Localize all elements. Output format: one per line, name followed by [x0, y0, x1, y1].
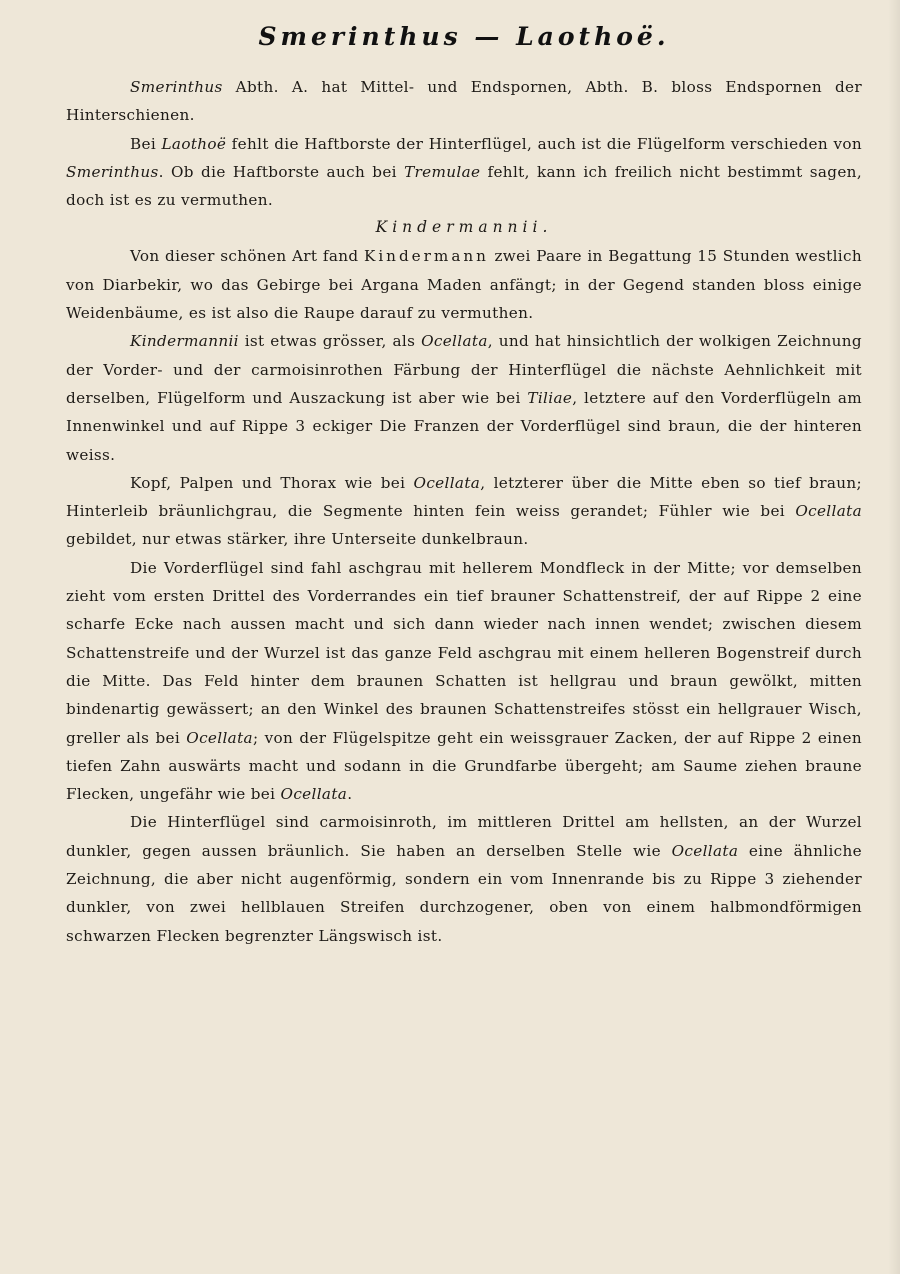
genus-name: Smerinthus — [66, 162, 159, 181]
species-name: Ocellata — [671, 841, 739, 860]
paragraph-text: zwei Paare in Begattung 15 Stunden westlich von Diarbekir, wo das Gebirge bei Argana Maden anfängt; in der Gegend standen bloss einige Weidenbäume, es ist also die Raupe darauf zu vermuthen. — [66, 247, 862, 323]
species-name: Ocellata — [413, 473, 481, 492]
genus-name: Smerinthus — [130, 78, 223, 96]
paragraph-text: , letztere auf den Vorderflügeln am Innenwinkel und auf Rippe 3 eckiger Die Franzen der Vorderflügel sind braun, die der hinteren weiss. — [66, 388, 862, 464]
paragraph-laothoe — [66, 130, 862, 215]
genus-name: Laothoë — [161, 134, 227, 153]
paragraph-text: gebildet, nur etwas stärker, ihre Unterseite dunkelbraun. — [66, 530, 529, 549]
paragraph-forewings — [66, 554, 862, 809]
paragraph-text: fehlt, kann ich freilich nicht bestimmt sagen, doch ist es zu vermuthen. — [66, 162, 862, 210]
genus-name: Tremulae — [404, 162, 481, 181]
paragraph-discovery — [66, 242, 862, 327]
paragraph-text: ; von der Flügelspitze geht ein weissgrauer Zacken, der auf Rippe 2 einen tiefen Zahn auswärts macht und sodann in die Grundfarbe übergeht; am Saume ziehen braune Flecken, ungefähr wie bei — [66, 728, 862, 804]
species-name: Ocellata — [186, 728, 253, 747]
species-name: Ocellata — [421, 332, 488, 351]
species-name: Tiliae — [527, 388, 573, 407]
paragraph-text: Die Vorderflügel sind fahl aschgrau mit hellerem Mondfleck in der Mitte; vor demselben zieht vom ersten Drittel des Vorderrandes ein tief brauner Schattenstreif, der auf Rippe 2 eine scharfe Ecke nach aussen macht und sich dann wieder nach innen wendet; zwischen diesem Schattenstreife und der Wurzel ist das ganze Feld aschgrau mit einem helleren Bogenstreif durch die Mitte. Das Feld hinter dem braunen Schatten ist hellgrau und braun gewölkt, mitten bindenartig gewässert; an den Winkel des braunen Schattenstreifes stösst ein hellgrauer Wisch, greller als bei — [66, 558, 862, 747]
paragraph-text: fehlt die Haftborste der Hinterflügel, auch ist die Flügelform verschieden von — [226, 134, 863, 153]
paragraph-genus-note — [66, 73, 862, 130]
species-name: Ocellata — [280, 785, 348, 804]
paragraph-text: ist etwas grösser, als — [238, 332, 422, 351]
page-edge-shadow — [888, 0, 900, 1274]
paragraph-text: , und hat hinsichtlich der wolkigen Zeichnung der Vorder- und der carmoisinrothen Färbung der Hinterflügel die nächste Aehnlichkeit mit derselben, Flügelform und Auszackung ist aber wie bei — [66, 332, 862, 407]
species-name: Ocellata — [795, 502, 862, 521]
paragraph-text: Kopf, Palpen und Thorax wie bei — [130, 473, 414, 492]
paragraph-text: Die Hinterflügel sind carmoisinroth, im mittleren Drittel am hellsten, an der Wurzel dunkler, gegen aussen bräunlich. Sie haben an derselben Stelle wie — [66, 813, 862, 860]
person-name: Kindermann — [363, 247, 489, 266]
paragraph-text: Abth. A. hat Mittel- und Endspornen, Abth. B. bloss Endspornen der Hinterschienen. — [66, 78, 862, 125]
paragraph-comparison — [66, 327, 862, 468]
paragraph-head-thorax — [66, 469, 862, 554]
paragraph-hindwings — [66, 808, 862, 949]
section-heading: Kindermannii. — [375, 218, 553, 237]
paragraph-text: eine ähnliche Zeichnung, die aber nicht augenförmig, sondern ein vom Innenrande bis zu Rippe 3 ziehender dunkler, von zwei hellblauen Streifen durchzogener, oben von einem halbmondförmigen schwarzen Flecken begrenzter Längswisch ist. — [66, 841, 863, 945]
species-name: Kindermannii — [130, 332, 239, 351]
paragraph-text: Bei — [130, 134, 162, 153]
paragraph-text: Von dieser schönen Art fand — [130, 247, 364, 266]
paragraph-text: , letzterer über die Mitte eben so tief braun; Hinterleib bräunlichgrau, die Segmente hinten fein weiss gerandet; Fühler wie bei — [66, 473, 862, 521]
paragraph-text: . Ob die Haftborste auch bei — [158, 162, 405, 181]
page-title: Smerinthus — Laothoë. — [258, 22, 670, 51]
paragraph-text: . — [347, 785, 353, 804]
